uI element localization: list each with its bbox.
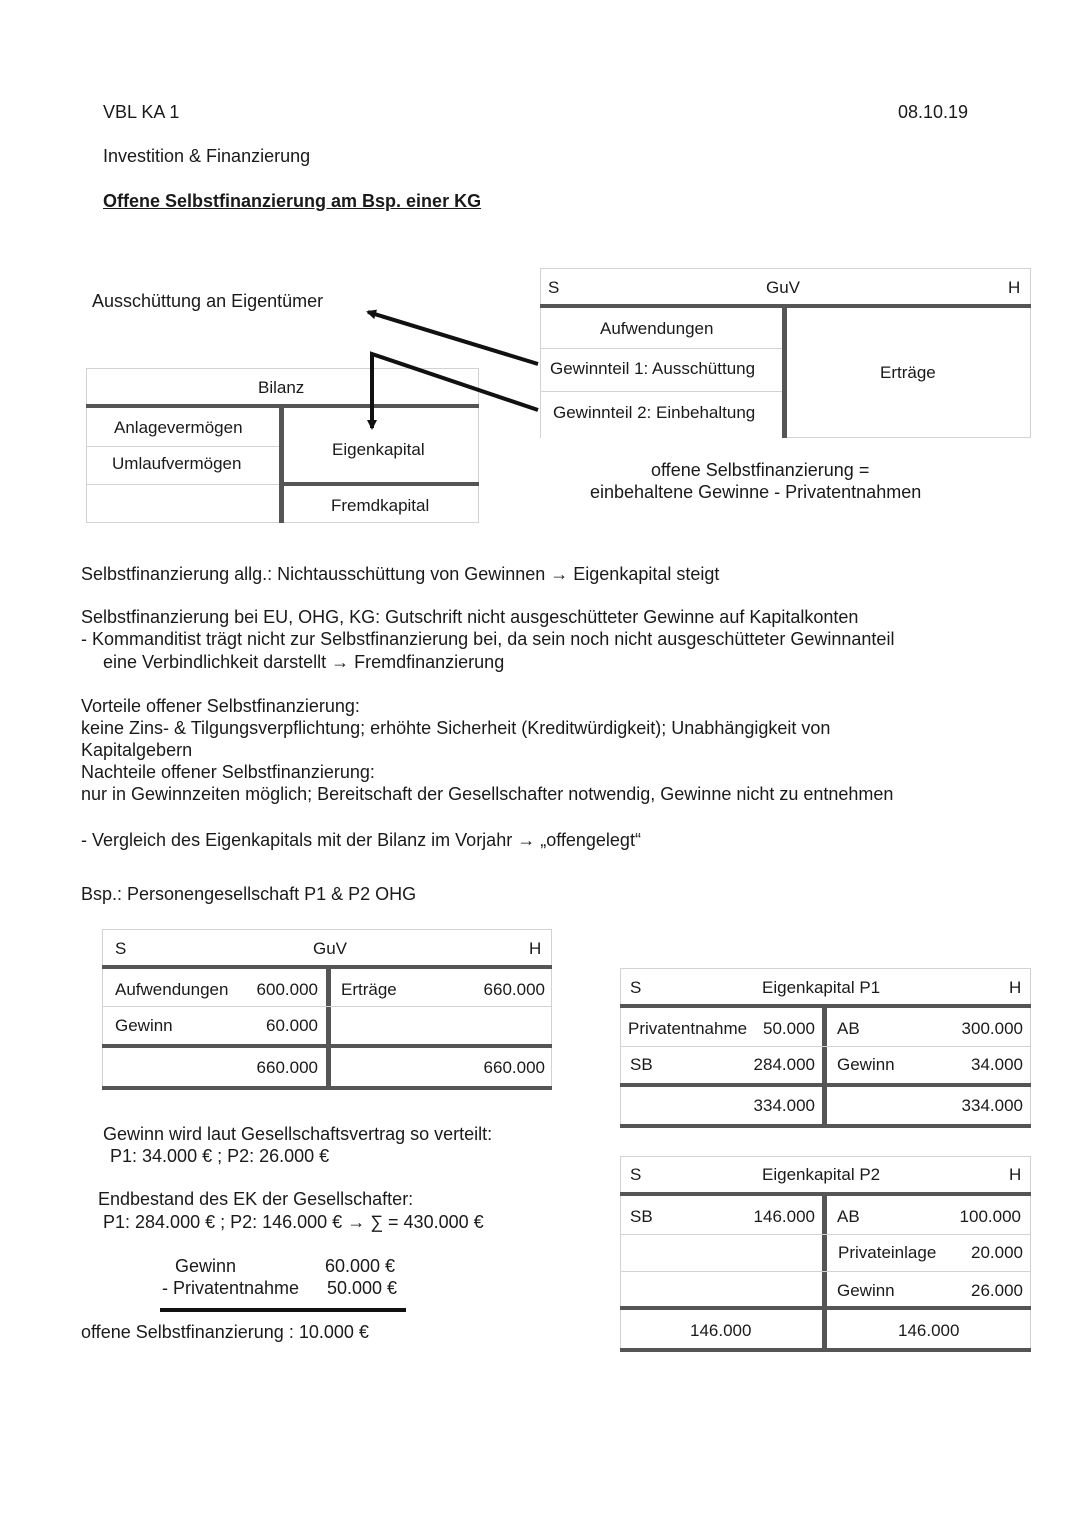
- ek-p1-ab-value: 300.000: [961, 1019, 1023, 1038]
- calc-gewinn-label: Gewinn: [175, 1256, 237, 1276]
- formula-line-2: einbehaltene Gewinne - Privatentnahmen: [590, 482, 922, 502]
- guv-ertraege: Erträge: [880, 363, 936, 382]
- calc-sum-line: [160, 1308, 406, 1312]
- guv2-s: S: [115, 939, 127, 958]
- text-vorteile-heading: Vorteile offener Selbstfinanzierung:: [81, 696, 360, 716]
- guv2-ertraege-value: 660.000: [483, 980, 545, 999]
- text-beispiel: Bsp.: Personengesellschaft P1 & P2 OHG: [81, 884, 417, 904]
- bilanz-umlaufvermoegen: Umlaufvermögen: [112, 454, 242, 473]
- text-nachteile-heading: Nachteile offener Selbstfinanzierung:: [81, 762, 375, 782]
- text-kommanditist-cont: eine Verbindlichkeit darstellt → Fremdfinanzierung: [103, 652, 505, 672]
- ek-p2-ab-value: 100.000: [959, 1207, 1021, 1226]
- course-label: VBL KA 1: [103, 102, 180, 122]
- ausschuettung-label: Ausschüttung an Eigentümer: [92, 291, 324, 311]
- formula-line-1: offene Selbstfinanzierung =: [651, 460, 870, 480]
- ek-p1-gewinn-value: 34.000: [971, 1055, 1023, 1074]
- guv2-sum-left: 660.000: [256, 1058, 318, 1077]
- bilanz-fremdkapital: Fremdkapital: [331, 496, 430, 515]
- ek-p1-title: Eigenkapital P1: [762, 978, 881, 997]
- calc-privatentnahme-value: 50.000 €: [327, 1278, 398, 1298]
- ek-p2-sum-left: 146.000: [690, 1321, 752, 1340]
- ek-p1-privatentnahme-value: 50.000: [763, 1019, 815, 1038]
- text-vorteile: keine Zins- & Tilgungsverpflichtung; erhöhte Sicherheit (Kreditwürdigkeit); Unabhängigkeit von: [81, 718, 831, 738]
- guv-title: GuV: [766, 278, 801, 297]
- guv2-title: GuV: [313, 939, 348, 958]
- ek-p1-sb-value: 284.000: [753, 1055, 815, 1074]
- text-vorteile-cont: Kapitalgebern: [81, 740, 193, 760]
- guv2-gewinn: Gewinn: [115, 1016, 173, 1035]
- guv2-aufwendungen: Aufwendungen: [115, 980, 229, 999]
- calc-gewinn-value: 60.000 €: [325, 1256, 396, 1276]
- subject-label: Investition & Finanzierung: [103, 146, 311, 166]
- ek-p1-privatentnahme: Privatentnahme: [628, 1019, 748, 1038]
- bilanz-anlagevermoegen: Anlagevermögen: [114, 418, 243, 437]
- text-nachteile: nur in Gewinnzeiten möglich; Bereitschaft der Gesellschafter notwendig, Gewinne nicht zu entnehmen: [81, 784, 894, 804]
- guv-gewinnteil-2: Gewinnteil 2: Einbehaltung: [553, 403, 756, 422]
- ek-p2-privateinlage-value: 20.000: [971, 1243, 1023, 1262]
- ek-p1-ab: AB: [837, 1019, 860, 1038]
- text-selbstfinanzierung-allg: Selbstfinanzierung allg.: Nichtausschüttung von Gewinnen → Eigenkapital steigt: [81, 564, 720, 584]
- date-label: 08.10.19: [898, 102, 969, 122]
- ek-p2-sb-value: 146.000: [753, 1207, 815, 1226]
- ek-p2-title: Eigenkapital P2: [762, 1165, 881, 1184]
- text-selbstfinanzierung-eu: Selbstfinanzierung bei EU, OHG, KG: Gutschrift nicht ausgeschütteter Gewinne auf Kapitalkonten: [81, 607, 859, 627]
- ek-p1-sb: SB: [630, 1055, 653, 1074]
- bilanz-title: Bilanz: [258, 378, 305, 397]
- guv2-h: H: [529, 939, 542, 958]
- guv2-gewinn-value: 60.000: [266, 1016, 318, 1035]
- ek-p2-h: H: [1009, 1165, 1022, 1184]
- guv2-aufwendungen-value: 600.000: [256, 980, 318, 999]
- arrow-ausschuettung: [368, 312, 538, 364]
- ek-p1-s: S: [630, 978, 642, 997]
- guv-aufwendungen: Aufwendungen: [600, 319, 714, 338]
- ek-p1-gewinn: Gewinn: [837, 1055, 895, 1074]
- bilanz-eigenkapital: Eigenkapital: [332, 440, 425, 459]
- calc-verteilung: Gewinn wird laut Gesellschaftsvertrag so verteilt:: [103, 1124, 493, 1144]
- guv2-ertraege: Erträge: [341, 980, 397, 999]
- ek-p2-privateinlage: Privateinlage: [838, 1243, 937, 1262]
- page-title: Offene Selbstfinanzierung am Bsp. einer KG: [103, 191, 482, 211]
- guv2-sum-right: 660.000: [483, 1058, 545, 1077]
- arrow-einbehaltung: [372, 354, 538, 428]
- ek-p1-sum-left: 334.000: [753, 1096, 815, 1115]
- diagram-arrows: [0, 0, 1080, 600]
- ek-p2-ab: AB: [837, 1207, 860, 1226]
- calc-privatentnahme-label: - Privatentnahme: [162, 1278, 300, 1298]
- text-vergleich: - Vergleich des Eigenkapitals mit der Bilanz im Vorjahr → „offengelegt“: [81, 830, 641, 850]
- text-kommanditist: - Kommanditist trägt nicht zur Selbstfinanzierung bei, da sein noch nicht ausgeschütteter Gewinnanteil: [81, 629, 895, 649]
- ek-p1-h: H: [1009, 978, 1022, 997]
- ek-p2-gewinn-value: 26.000: [971, 1281, 1023, 1300]
- calc-verteilung-values: P1: 34.000 € ; P2: 26.000 €: [110, 1146, 330, 1166]
- ek-p2-sum-right: 146.000: [898, 1321, 960, 1340]
- guv-gewinnteil-1: Gewinnteil 1: Ausschüttung: [550, 359, 756, 378]
- calc-endbestand: Endbestand des EK der Gesellschafter:: [98, 1189, 414, 1209]
- calc-endbestand-values: P1: 284.000 € ; P2: 146.000 € → ∑ = 430.000 €: [103, 1212, 484, 1232]
- ek-p2-gewinn: Gewinn: [837, 1281, 895, 1300]
- calc-result: offene Selbstfinanzierung : 10.000 €: [81, 1322, 369, 1342]
- ek-p1-sum-right: 334.000: [961, 1096, 1023, 1115]
- ek-p2-sb: SB: [630, 1207, 653, 1226]
- guv-s-label: S: [548, 278, 560, 297]
- guv-h-label: H: [1008, 278, 1021, 297]
- ek-p2-s: S: [630, 1165, 642, 1184]
